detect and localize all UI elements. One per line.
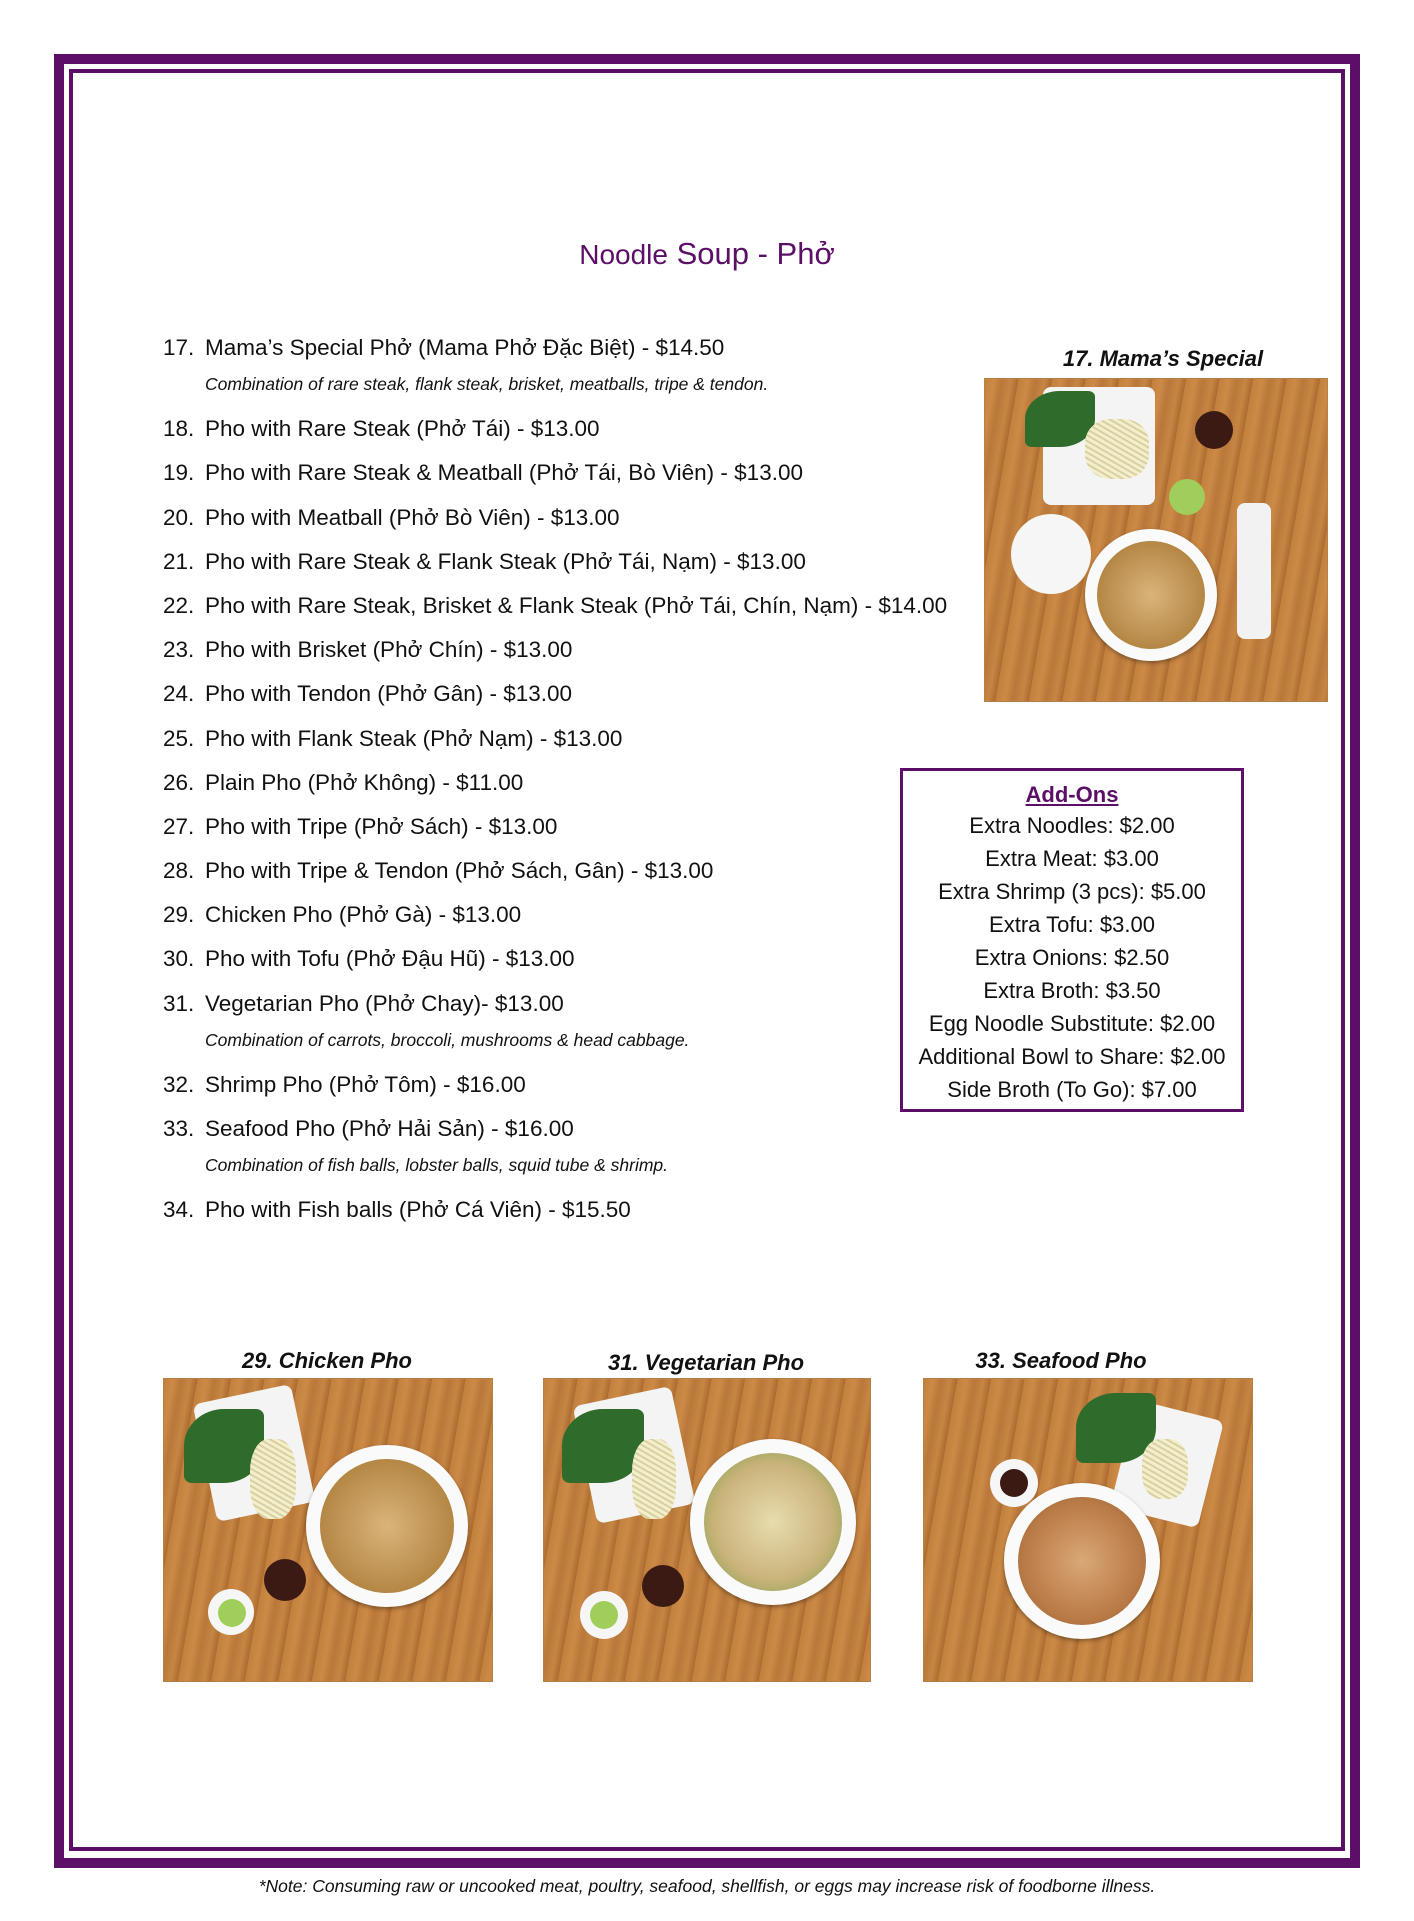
menu-item-26 xyxy=(163,765,963,809)
foodborne-illness-note: *Note: Consuming raw or uncooked meat, poultry, seafood, shellfish, or eggs may increase risk of foodborne illness. xyxy=(258,1876,1156,1896)
addon-extra-tofu: Extra Tofu: $3.00 xyxy=(989,912,1155,937)
menu-item-19 xyxy=(163,455,963,499)
menu-item-33 xyxy=(163,1111,963,1155)
photo-caption-vegetarian: 31. Vegetarian Pho xyxy=(607,1350,805,1375)
menu-item-28 xyxy=(163,853,963,897)
item-number: 31. xyxy=(163,990,195,1016)
mamas-special-photo xyxy=(984,378,1328,702)
menu-item-25 xyxy=(163,721,963,765)
item-text: Pho with Tofu (Phở Đậu Hũ) - $13.00 xyxy=(205,946,575,972)
addon-extra-broth: Extra Broth: $3.50 xyxy=(983,978,1161,1003)
menu-item-24 xyxy=(163,676,963,720)
menu-item-34 xyxy=(163,1192,963,1236)
item-number: 22. xyxy=(163,592,195,618)
item-text: Seafood Pho (Phở Hải Sản) - $16.00 xyxy=(205,1116,574,1141)
addons-box xyxy=(900,768,1244,1112)
item-number: 26. xyxy=(163,769,195,795)
bean-sprouts xyxy=(1142,1439,1188,1499)
menu-item-22 xyxy=(163,588,963,632)
addon-extra-meat: Extra Meat: $3.00 xyxy=(985,846,1159,871)
item-number: 28. xyxy=(163,858,195,884)
menu-item-21 xyxy=(163,544,963,588)
item-number: 21. xyxy=(163,548,195,574)
item-text: Vegetarian Pho (Phở Chay)- $13.00 xyxy=(205,990,564,1016)
menu-list xyxy=(163,330,963,1236)
item-number: 32. xyxy=(163,1071,195,1097)
item-description-31: Combination of carrots, broccoli, mushrooms & head cabbage. xyxy=(205,1029,690,1050)
menu-item-31 xyxy=(163,986,963,1030)
photo-caption-seafood: 33. Seafood Pho xyxy=(975,1348,1147,1373)
chili-sauce xyxy=(1195,411,1233,449)
item-description-17: Combination of rare steak, flank steak, brisket, meatballs, tripe & tendon. xyxy=(205,374,769,395)
item-number: 18. xyxy=(163,416,195,442)
item-text: Shrimp Pho (Phở Tôm) - $16.00 xyxy=(205,1071,526,1097)
item-text: Pho with Rare Steak & Flank Steak (Phở Tái, Nạm) - $13.00 xyxy=(205,548,806,574)
item-text: Pho with Tripe (Phở Sách) - $13.00 xyxy=(205,813,558,839)
menu-item-18 xyxy=(163,411,963,455)
bean-sprouts xyxy=(250,1439,296,1519)
menu-item-17 xyxy=(163,330,963,374)
menu-item-27 xyxy=(163,809,963,853)
item-text: Pho with Rare Steak (Phở Tái) - $13.00 xyxy=(205,416,600,442)
item-text: Pho with Fish balls (Phở Cá Viên) - $15.50 xyxy=(205,1197,631,1223)
item-number: 34. xyxy=(163,1197,195,1223)
menu-item-23 xyxy=(163,632,963,676)
photo-caption-chicken: 29. Chicken Pho xyxy=(242,1348,412,1373)
item-text: Pho with Rare Steak, Brisket & Flank Steak (Phở Tái, Chín, Nạm) - $14.00 xyxy=(205,592,948,618)
item-text: Pho with Rare Steak & Meatball (Phở Tái, Bò Viên) - $13.00 xyxy=(205,460,803,486)
chopsticks-spoon xyxy=(1237,503,1271,639)
item-description-33: Combination of fish balls, lobster balls, squid tube & shrimp. xyxy=(205,1155,669,1176)
seafood-pho-photo xyxy=(923,1378,1253,1682)
item-number: 19. xyxy=(163,460,195,486)
item-number: 17. xyxy=(163,335,195,360)
lime-wedges xyxy=(1169,479,1205,515)
chicken-pho-photo xyxy=(163,1378,493,1682)
broth xyxy=(1097,541,1205,649)
vegetarian-pho-photo xyxy=(543,1378,871,1682)
addon-side-broth: Side Broth (To Go): $7.00 xyxy=(947,1077,1197,1102)
hoisin-sauce xyxy=(642,1565,684,1607)
item-text: Pho with Tendon (Phở Gân) - $13.00 xyxy=(205,681,573,707)
menu-item-32 xyxy=(163,1067,963,1111)
item-text: Pho with Brisket (Phở Chín) - $13.00 xyxy=(205,637,573,663)
item-text: Mama’s Special Phở (Mama Phở Đặc Biệt) - $14.50 xyxy=(205,335,725,360)
broth xyxy=(1018,1497,1146,1625)
lime-wedges xyxy=(218,1599,246,1627)
item-number: 30. xyxy=(163,946,195,972)
addon-extra-shrimp: Extra Shrimp (3 pcs): $5.00 xyxy=(938,879,1206,904)
item-number: 25. xyxy=(163,725,195,751)
rare-steak-dish xyxy=(1011,514,1091,594)
title-part2: Soup - Phở xyxy=(676,236,835,271)
hoisin-sauce xyxy=(264,1559,306,1601)
item-text: Pho with Tripe & Tendon (Phở Sách, Gân) - $13.00 xyxy=(205,858,714,884)
lime-wedges xyxy=(590,1601,618,1629)
photo-caption-mamas-special: 17. Mama’s Special xyxy=(1062,346,1264,371)
item-text: Plain Pho (Phở Không) - $11.00 xyxy=(205,769,524,795)
item-number: 27. xyxy=(163,813,195,839)
broth xyxy=(704,1453,842,1591)
bean-sprouts xyxy=(632,1439,676,1519)
addon-additional-bowl: Additional Bowl to Share: $2.00 xyxy=(918,1044,1226,1069)
menu-item-30 xyxy=(163,941,963,985)
addon-extra-noodles: Extra Noodles: $2.00 xyxy=(969,813,1175,838)
item-text: Chicken Pho (Phở Gà) - $13.00 xyxy=(205,902,522,928)
menu-item-29 xyxy=(163,897,963,941)
menu-item-20 xyxy=(163,500,963,544)
item-number: 20. xyxy=(163,504,195,530)
item-text: Pho with Meatball (Phở Bò Viên) - $13.00 xyxy=(205,504,620,530)
addon-extra-onions: Extra Onions: $2.50 xyxy=(974,945,1170,970)
chili-sauce xyxy=(1000,1469,1028,1497)
addon-egg-noodle: Egg Noodle Substitute: $2.00 xyxy=(928,1011,1216,1036)
page-title xyxy=(0,236,1414,272)
item-number: 33. xyxy=(163,1116,195,1141)
addons-title: Add-Ons xyxy=(1025,782,1119,807)
title-part1: Noodle xyxy=(579,239,668,270)
item-number: 23. xyxy=(163,637,195,663)
broth xyxy=(320,1459,454,1593)
item-number: 29. xyxy=(163,902,195,928)
bean-sprouts xyxy=(1085,419,1149,479)
item-number: 24. xyxy=(163,681,195,707)
item-text: Pho with Flank Steak (Phở Nạm) - $13.00 xyxy=(205,725,623,751)
